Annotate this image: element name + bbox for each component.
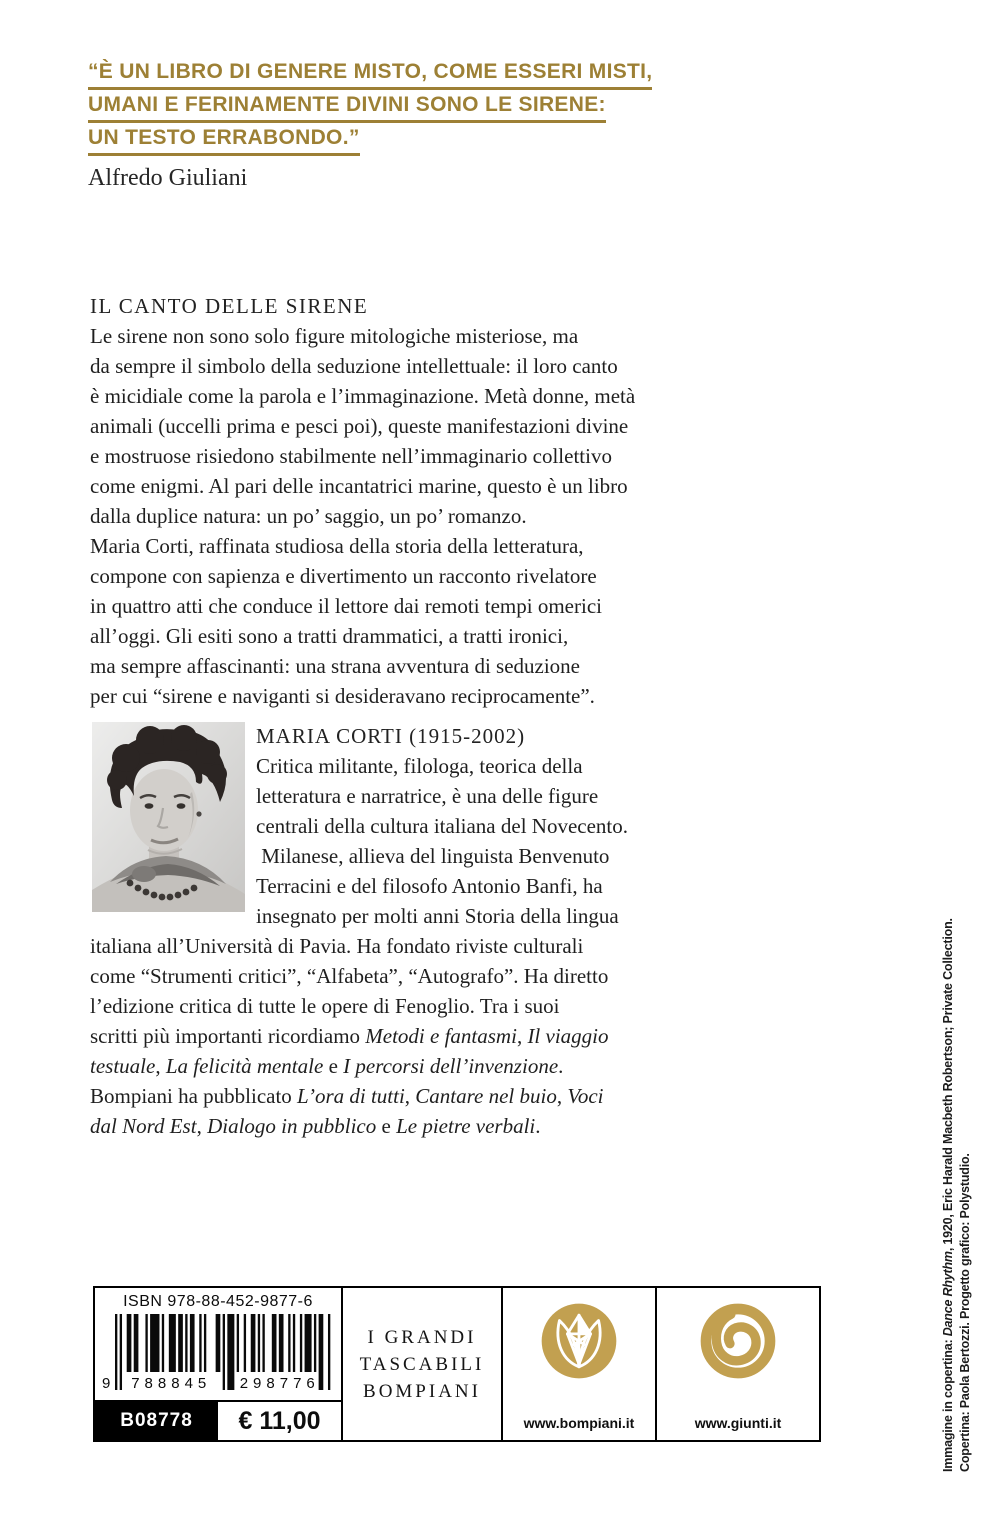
bompiani-flower-icon [539, 1301, 619, 1381]
barcode-digits [101, 1374, 335, 1392]
text-line: dalla duplice natura: un po’ saggio, un po’ romanzo. [90, 504, 527, 528]
text-line: BOMPIANI [363, 1380, 481, 1402]
text-line: “È UN LIBRO DI GENERE MISTO, COME ESSERI MISTI, [88, 60, 652, 90]
text-line: Milanese, allieva del linguista Benvenuto [256, 844, 610, 868]
text-line: TASCABILI [359, 1353, 485, 1375]
text-line: UMANI E FERINAMENTE DIVINI SONO LE SIRENE: [88, 93, 606, 123]
imprint-box [341, 1286, 503, 1442]
text-line: l’edizione critica di tutte le opere di Fenoglio. Tra i suoi [90, 994, 560, 1018]
text-line: dal Nord Est, Dialogo in pubblico e Le pietre verbali. [90, 1114, 541, 1138]
text-line: da sempre il simbolo della seduzione intellettuale: il loro canto [90, 354, 618, 378]
giunti-url: www.giunti.it [694, 1415, 782, 1431]
text-line: letteratura e narratrice, è una delle figure [256, 784, 599, 808]
text-line: in quattro atti che conduce il lettore dai remoti tempi omerici [90, 594, 602, 618]
publisher-bar [93, 1286, 821, 1442]
text-line: Terracini e del filosofo Antonio Banfi, ha [256, 874, 603, 898]
author-bio-full-width [90, 931, 609, 1141]
text-line: MARIA CORTI (1915-2002) [256, 724, 526, 748]
text-line: testuale, La felicità mentale e I percorsi dell’invenzione. [90, 1054, 564, 1078]
barcode-digit-group-2: 298776 [239, 1375, 320, 1392]
book-title: IL CANTO DELLE SIRENE [90, 294, 369, 318]
giunti-logo-box [655, 1286, 821, 1442]
review-quote [88, 60, 652, 192]
imprint-name [360, 1324, 485, 1405]
text-line: Copertina: Paola Bertozzi. Progetto grafico: Polystudio. [958, 1153, 972, 1472]
text-line: UN TESTO ERRABONDO.” [88, 126, 360, 156]
isbn-label: ISBN 978-88-452-9877-6 [123, 1293, 313, 1310]
text-line: Critica militante, filologa, teorica della [256, 754, 583, 778]
text-line: insegnato per molti anni Storia della lingua [256, 904, 619, 928]
author-photo [92, 722, 245, 912]
edition-code: B08778 [95, 1402, 218, 1440]
text-line: scritti più importanti ricordiamo Metodi e fantasmi, Il viaggio [90, 1024, 609, 1048]
barcode-digit-lead: 9 [102, 1375, 111, 1392]
text-line: animali (uccelli prima e pesci poi), queste manifestazioni divine [90, 414, 629, 438]
review-quote-text [88, 60, 652, 156]
giunti-swirl-icon [698, 1301, 778, 1381]
code-price-strip [95, 1400, 341, 1440]
text-line: compone con sapienza e divertimento un racconto rivelatore [90, 564, 597, 588]
text-line: e mostruose risiedono stabilmente nell’immaginario collettivo [90, 444, 612, 468]
text-line: Bompiani ha pubblicato L’ora di tutti, Cantare nel buio, Voci [90, 1084, 604, 1108]
text-line: italiana all’Università di Pavia. Ha fondato riviste culturali [90, 934, 584, 958]
text-line: come enigmi. Al pari delle incantatrici marine, questo è un libro [90, 474, 628, 498]
barcode-digit-group-1: 788845 [131, 1375, 212, 1392]
author-bio-beside-photo [256, 721, 628, 931]
author-portrait-illustration [92, 722, 245, 912]
isbn-barcode-box [93, 1286, 343, 1442]
bompiani-logo-box [501, 1286, 657, 1442]
text-line: per cui “sirene e naviganti si desideravano reciprocamente”. [90, 684, 595, 708]
text-line: è micidiale come la parola e l’immaginazione. Metà donne, metà [90, 384, 636, 408]
price: € 11,00 [238, 1406, 321, 1435]
bompiani-url: www.bompiani.it [523, 1415, 635, 1431]
synopsis [90, 291, 635, 711]
text-line: Le sirene non sono solo figure mitologiche misteriose, ma [90, 324, 579, 348]
text-line: all’oggi. Gli esiti sono a tratti drammatici, a tratti ironici, [90, 624, 569, 648]
cover-credits [940, 832, 974, 1472]
text-line: centrali della cultura italiana del Novecento. [256, 814, 628, 838]
review-attribution: Alfredo Giuliani [88, 165, 248, 191]
text-line: come “Strumenti critici”, “Alfabeta”, “Autografo”. Ha diretto [90, 964, 609, 988]
text-line: ma sempre affascinanti: una strana avventura di seduzione [90, 654, 581, 678]
synopsis-text [90, 321, 635, 711]
text-line: Immagine in copertina: Dance Rhythm, 1920, Eric Harald Macbeth Robertson; Private Collection. [941, 918, 955, 1472]
text-line: Maria Corti, raffinata studiosa della storia della letteratura, [90, 534, 584, 558]
text-line: I GRANDI [367, 1326, 477, 1348]
